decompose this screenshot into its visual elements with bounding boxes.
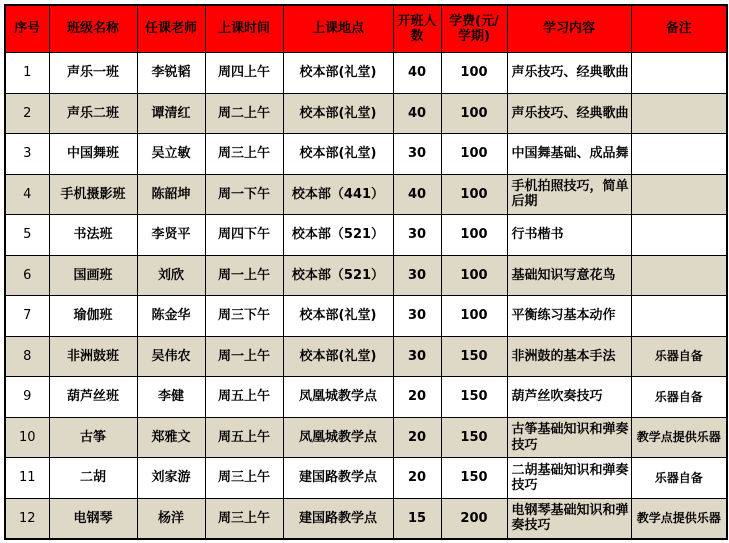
table-row	[5, 174, 727, 215]
cell-enrollment: 40	[393, 93, 441, 134]
table-row	[5, 458, 727, 499]
cell-place: 校本部(礼堂)	[283, 53, 393, 94]
cell-fee: 150	[441, 377, 507, 418]
cell-content: 葫芦丝吹奏技巧	[507, 377, 631, 418]
cell-place: 凤凰城教学点	[283, 417, 393, 458]
table-row	[5, 215, 727, 256]
cell-remark	[631, 215, 727, 256]
cell-time: 周一下午	[205, 174, 283, 215]
cell-teacher: 李锐韬	[137, 53, 205, 94]
cell-teacher: 吴立敏	[137, 134, 205, 175]
column-header-place: 上课地点	[283, 5, 393, 53]
cell-time: 周五上午	[205, 417, 283, 458]
table-row	[5, 336, 727, 377]
cell-teacher: 刘家游	[137, 458, 205, 499]
column-header-remark: 备注	[631, 5, 727, 53]
cell-content: 声乐技巧、经典歌曲	[507, 93, 631, 134]
cell-no: 9	[5, 377, 49, 418]
cell-time: 周四上午	[205, 53, 283, 94]
cell-time: 周三上午	[205, 134, 283, 175]
cell-remark: 教学点提供乐器	[631, 498, 727, 539]
table-header	[5, 5, 727, 53]
cell-time: 周二上午	[205, 93, 283, 134]
cell-enrollment: 20	[393, 377, 441, 418]
cell-fee: 100	[441, 296, 507, 337]
cell-remark: 乐器自备	[631, 377, 727, 418]
cell-teacher: 李健	[137, 377, 205, 418]
cell-class-name: 声乐二班	[49, 93, 137, 134]
cell-no: 6	[5, 255, 49, 296]
cell-content: 中国舞基础、成品舞	[507, 134, 631, 175]
cell-time: 周一上午	[205, 336, 283, 377]
cell-content: 电钢琴基础知识和弹奏技巧	[507, 498, 631, 539]
table-body	[5, 53, 727, 540]
cell-no: 10	[5, 417, 49, 458]
cell-class-name: 古筝	[49, 417, 137, 458]
column-header-time: 上课时间	[205, 5, 283, 53]
cell-content: 古筝基础知识和弹奏技巧	[507, 417, 631, 458]
cell-time: 周三上午	[205, 458, 283, 499]
cell-place: 校本部（521）	[283, 215, 393, 256]
cell-remark: 教学点提供乐器	[631, 417, 727, 458]
cell-place: 建国路教学点	[283, 498, 393, 539]
cell-enrollment: 30	[393, 336, 441, 377]
cell-fee: 100	[441, 174, 507, 215]
cell-enrollment: 20	[393, 458, 441, 499]
table-row	[5, 377, 727, 418]
cell-fee: 150	[441, 336, 507, 377]
cell-teacher: 谭清红	[137, 93, 205, 134]
table-row	[5, 134, 727, 175]
cell-enrollment: 15	[393, 498, 441, 539]
cell-teacher: 陈韶坤	[137, 174, 205, 215]
cell-place: 校本部（521）	[283, 255, 393, 296]
cell-class-name: 手机摄影班	[49, 174, 137, 215]
cell-fee: 100	[441, 134, 507, 175]
cell-remark: 乐器自备	[631, 458, 727, 499]
table-row	[5, 53, 727, 94]
cell-teacher: 刘欣	[137, 255, 205, 296]
cell-place: 校本部（441）	[283, 174, 393, 215]
column-header-fee: 学费(元/学期)	[441, 5, 507, 53]
cell-content: 手机拍照技巧，简单后期	[507, 174, 631, 215]
cell-no: 4	[5, 174, 49, 215]
cell-content: 二胡基础知识和弹奏技巧	[507, 458, 631, 499]
cell-content: 基础知识写意花鸟	[507, 255, 631, 296]
cell-content: 非洲鼓的基本手法	[507, 336, 631, 377]
cell-place: 校本部(礼堂)	[283, 296, 393, 337]
table-row	[5, 498, 727, 539]
column-header-teacher: 任课老师	[137, 5, 205, 53]
cell-time: 周三上午	[205, 498, 283, 539]
cell-time: 周四下午	[205, 215, 283, 256]
cell-class-name: 国画班	[49, 255, 137, 296]
cell-fee: 150	[441, 417, 507, 458]
cell-content: 平衡练习基本动作	[507, 296, 631, 337]
cell-place: 凤凰城教学点	[283, 377, 393, 418]
course-table	[4, 4, 728, 540]
cell-enrollment: 30	[393, 296, 441, 337]
cell-no: 8	[5, 336, 49, 377]
cell-no: 7	[5, 296, 49, 337]
cell-class-name: 中国舞班	[49, 134, 137, 175]
cell-class-name: 电钢琴	[49, 498, 137, 539]
table-row	[5, 417, 727, 458]
cell-remark	[631, 174, 727, 215]
table-row	[5, 255, 727, 296]
cell-teacher: 郑雅文	[137, 417, 205, 458]
cell-no: 5	[5, 215, 49, 256]
cell-no: 11	[5, 458, 49, 499]
cell-fee: 100	[441, 255, 507, 296]
cell-fee: 200	[441, 498, 507, 539]
cell-remark	[631, 134, 727, 175]
cell-enrollment: 20	[393, 417, 441, 458]
cell-class-name: 葫芦丝班	[49, 377, 137, 418]
cell-class-name: 非洲鼓班	[49, 336, 137, 377]
cell-content: 行书楷书	[507, 215, 631, 256]
cell-enrollment: 30	[393, 215, 441, 256]
cell-class-name: 声乐一班	[49, 53, 137, 94]
cell-remark	[631, 255, 727, 296]
cell-teacher: 陈金华	[137, 296, 205, 337]
cell-class-name: 书法班	[49, 215, 137, 256]
cell-remark	[631, 93, 727, 134]
column-header-no: 序号	[5, 5, 49, 53]
cell-no: 1	[5, 53, 49, 94]
cell-place: 建国路教学点	[283, 458, 393, 499]
table-row	[5, 93, 727, 134]
cell-place: 校本部(礼堂)	[283, 336, 393, 377]
cell-enrollment: 40	[393, 53, 441, 94]
column-header-enrollment: 开班人数	[393, 5, 441, 53]
cell-remark	[631, 53, 727, 94]
cell-remark: 乐器自备	[631, 336, 727, 377]
cell-place: 校本部(礼堂)	[283, 134, 393, 175]
cell-fee: 100	[441, 93, 507, 134]
cell-class-name: 二胡	[49, 458, 137, 499]
table-header-row	[5, 5, 727, 53]
cell-teacher: 杨洋	[137, 498, 205, 539]
column-header-class-name: 班级名称	[49, 5, 137, 53]
cell-enrollment: 40	[393, 174, 441, 215]
cell-enrollment: 30	[393, 255, 441, 296]
cell-no: 3	[5, 134, 49, 175]
cell-time: 周五上午	[205, 377, 283, 418]
cell-no: 2	[5, 93, 49, 134]
cell-class-name: 瑜伽班	[49, 296, 137, 337]
cell-fee: 150	[441, 458, 507, 499]
table-row	[5, 296, 727, 337]
cell-time: 周一上午	[205, 255, 283, 296]
cell-fee: 100	[441, 215, 507, 256]
column-header-content: 学习内容	[507, 5, 631, 53]
cell-teacher: 吴伟农	[137, 336, 205, 377]
cell-time: 周三下午	[205, 296, 283, 337]
cell-fee: 100	[441, 53, 507, 94]
cell-content: 声乐技巧、经典歌曲	[507, 53, 631, 94]
cell-remark	[631, 296, 727, 337]
cell-place: 校本部(礼堂)	[283, 93, 393, 134]
cell-teacher: 李贤平	[137, 215, 205, 256]
cell-enrollment: 30	[393, 134, 441, 175]
cell-no: 12	[5, 498, 49, 539]
